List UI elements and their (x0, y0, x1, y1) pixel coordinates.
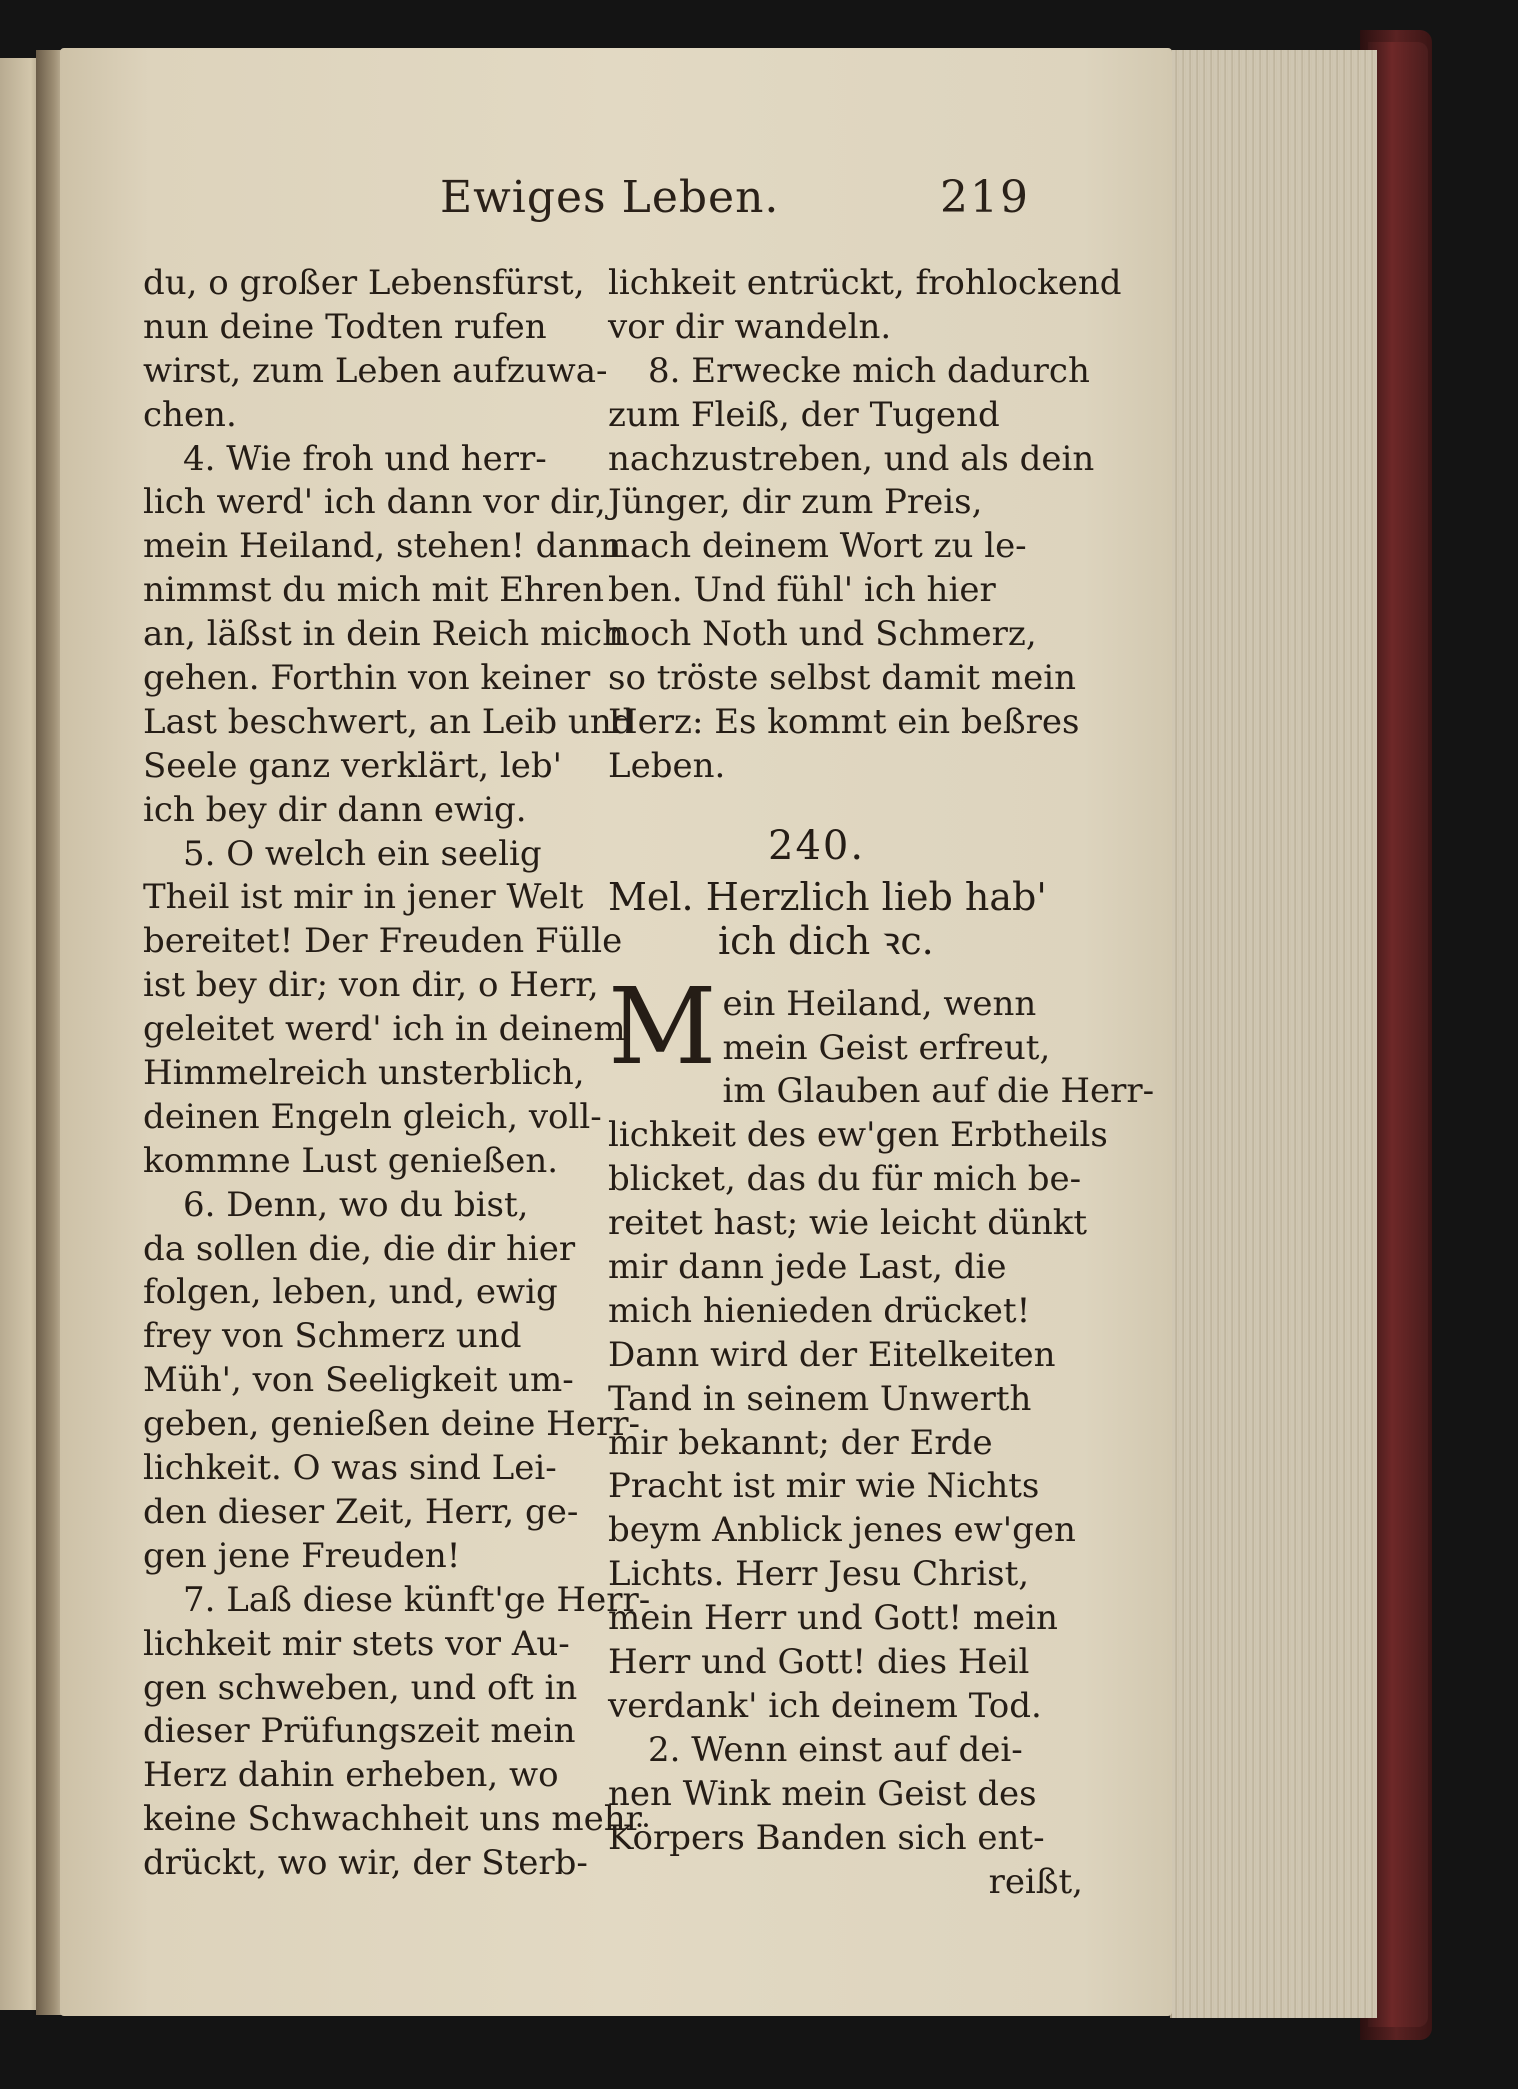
text-line: gen jene Freuden! (143, 1535, 461, 1576)
page-number: 219 (940, 172, 1030, 223)
text-line: im Glauben auf die Herr- (722, 1071, 1155, 1112)
text-line: zum Fleiß, der Tugend (608, 394, 1000, 435)
text-line: Müh', von Seeligkeit um- (143, 1360, 574, 1401)
catchword: reißt, (988, 1861, 1083, 1902)
text-line: Pracht ist mir wie Nichts (608, 1466, 1040, 1507)
running-header (440, 172, 1040, 232)
text-line: lichkeit. O was sind Lei- (143, 1448, 557, 1489)
text-line: gehen. Forthin von keiner (143, 658, 591, 699)
text-line: gen schweben, und oft in (143, 1667, 578, 1708)
text-line: nimmst du mich mit Ehren (143, 570, 605, 611)
text-line: Körpers Banden sich ent- (608, 1817, 1045, 1858)
right-text-column (608, 262, 1155, 1904)
verse-5-start: 5. O welch ein seelig (183, 833, 542, 874)
hymn-first-verse-opening (608, 964, 1083, 1088)
hymn-number: 240. (768, 822, 866, 869)
text-line: lich werd' ich dann vor dir, (143, 482, 606, 523)
text-line: blicket, das du für mich be- (608, 1159, 1082, 1200)
text-line: ben. Und fühl' ich hier (608, 570, 996, 611)
left-text-column (143, 262, 651, 1886)
text-line: Herr und Gott! dies Heil (608, 1642, 1030, 1683)
text-line: mir dann jede Last, die (608, 1247, 1007, 1288)
text-line: ich bey dir dann ewig. (143, 789, 527, 830)
verse-8-start: 8. Erwecke mich dadurch (648, 350, 1090, 391)
text-line: Herz dahin erheben, wo (143, 1755, 559, 1796)
text-line: mein Herr und Gott! mein (608, 1598, 1058, 1639)
book-cover-edge (1368, 42, 1428, 2027)
verse-7-start: 7. Laß diese künft'ge Herr- (183, 1579, 651, 1620)
text-line: chen. (143, 394, 237, 435)
text-line: vor dir wandeln. (608, 306, 892, 347)
text-line: mich hienieden drücket! (608, 1290, 1031, 1331)
text-line: noch Noth und Schmerz, (608, 614, 1037, 655)
text-line: bereitet! Der Freuden Fülle (143, 921, 623, 962)
text-line: den dieser Zeit, Herr, ge- (143, 1491, 579, 1532)
text-line: Dann wird der Eitelkeiten (608, 1334, 1056, 1375)
text-line: reitet hast; wie leicht dünkt (608, 1203, 1088, 1244)
text-line: Theil ist mir in jener Welt (143, 877, 584, 918)
text-line: dieser Prüfungszeit mein (143, 1711, 576, 1752)
text-line: mir bekannt; der Erde (608, 1422, 993, 1463)
text-line: nen Wink mein Geist des (608, 1773, 1037, 1814)
text-line: deinen Engeln gleich, voll- (143, 1096, 602, 1137)
text-line: lichkeit mir stets vor Au- (143, 1623, 570, 1664)
text-line: geleitet werd' ich in deinem (143, 1009, 626, 1050)
verse-4-start: 4. Wie froh und herr- (183, 438, 547, 479)
text-line: Leben. (608, 745, 726, 786)
text-line: wirst, zum Leben aufzuwa- (143, 350, 608, 391)
text-line: kommne Lust genießen. (143, 1140, 559, 1181)
text-line: Tand in seinem Unwerth (608, 1378, 1032, 1419)
melody-line: Mel. Herzlich lieb hab' (608, 874, 1047, 919)
text-line: an, läßst in dein Reich mich (143, 614, 624, 655)
text-line: drückt, wo wir, der Sterb- (143, 1843, 588, 1884)
text-line: du, o großer Lebensfürst, (143, 263, 585, 303)
text-line: Himmelreich unsterblich, (143, 1053, 585, 1094)
text-line: lichkeit des ew'gen Erbtheils (608, 1115, 1108, 1156)
text-line: mein Geist erfreut, (722, 1027, 1051, 1068)
text-line: geben, genießen deine Herr- (143, 1404, 640, 1445)
verse-2-start: 2. Wenn einst auf dei- (648, 1729, 1023, 1770)
text-line: so tröste selbst damit mein (608, 658, 1077, 699)
text-line: folgen, leben, und, ewig (143, 1272, 558, 1313)
text-line: ein Heiland, wenn (722, 983, 1037, 1024)
text-line: nachzustreben, und als dein (608, 438, 1095, 479)
text-line: mein Heiland, stehen! dann (143, 526, 622, 567)
text-line: Lichts. Herr Jesu Christ, (608, 1554, 1030, 1595)
page-fore-edge (1170, 50, 1377, 2018)
text-line: da sollen die, die dir hier (143, 1228, 576, 1269)
text-line: frey von Schmerz und (143, 1316, 522, 1357)
text-line: beym Anblick jenes ew'gen (608, 1510, 1076, 1551)
text-line: keine Schwachheit uns mehr (143, 1799, 642, 1840)
melody-line-continued: ich dich ꝛc. (718, 918, 934, 963)
text-line: ist bey dir; von dir, o Herr, (143, 965, 599, 1006)
text-line: Jünger, dir zum Preis, (608, 482, 983, 523)
text-line: lichkeit entrückt, frohlockend (608, 263, 1122, 303)
text-line: verdank' ich deinem Tod. (608, 1685, 1042, 1726)
text-line: Herz: Es kommt ein beßres (608, 701, 1080, 742)
text-line: Seele ganz verklärt, leb' (143, 745, 562, 786)
verse-6-start: 6. Denn, wo du bist, (183, 1184, 529, 1225)
text-line: nach deinem Wort zu le- (608, 526, 1027, 567)
text-line: nun deine Todten rufen (143, 306, 547, 347)
text-line: Last beschwert, an Leib und (143, 701, 634, 742)
header-title: Ewiges Leben. (440, 172, 780, 223)
drop-cap: M (608, 964, 717, 1088)
